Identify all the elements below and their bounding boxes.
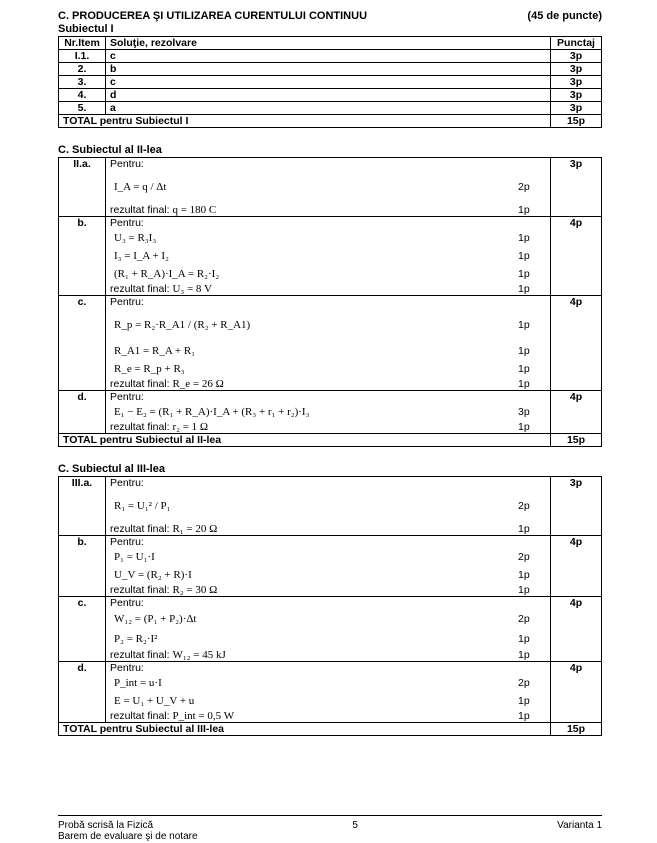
solution-cell — [106, 217, 551, 296]
step-points: 1p — [518, 250, 530, 262]
pentru-label: Pentru: — [110, 477, 144, 489]
item-points: 4p — [551, 536, 602, 597]
final-label: rezultat final: — [110, 378, 170, 390]
step-points: 1p — [518, 232, 530, 244]
item-number: II.a. — [59, 158, 106, 217]
formula: R_e = R_p + R₃ — [114, 363, 185, 375]
pentru-label: Pentru: — [110, 296, 144, 308]
formula: U₃ = R₃I₃ — [114, 232, 157, 244]
solution-cell — [106, 536, 551, 597]
final-label: rezultat final: — [110, 421, 170, 433]
final-value: q = 180 C — [172, 204, 217, 216]
formula: I_A = q / Δt — [114, 181, 167, 193]
points: 3p — [551, 102, 602, 115]
subject-3-table — [58, 476, 602, 736]
step-points: 1p — [518, 523, 530, 535]
step-points: 1p — [518, 319, 530, 331]
final-label: rezultat final: — [110, 584, 170, 596]
formula: E₁ − E₂ = (R₁ + R_A)·I_A + (R₃ + r₁ + r₂)·I₃ — [114, 406, 310, 418]
answer: b — [106, 63, 551, 76]
formula: R_p = R₂·R_A1 / (R₂ + R_A1) — [114, 319, 251, 331]
total-row — [59, 434, 602, 447]
item-points: 4p — [551, 597, 602, 662]
final-label: rezultat final: — [110, 283, 170, 295]
formula: P₂ = R₂·I² — [114, 633, 158, 645]
final-value: R₁ = 20 Ω — [172, 523, 218, 535]
item-row-3c — [59, 597, 602, 662]
step-points: 1p — [518, 268, 530, 280]
step-points: 2p — [518, 613, 530, 625]
step-points: 1p — [518, 378, 530, 390]
step-points: 1p — [518, 283, 530, 295]
final-label: rezultat final: — [110, 649, 170, 661]
total-points: 15p — [551, 434, 602, 447]
step-points: 1p — [518, 421, 530, 433]
item-number: b. — [59, 217, 106, 296]
answer: a — [106, 102, 551, 115]
pentru-label: Pentru: — [110, 662, 144, 674]
total-row — [59, 115, 602, 128]
step-points: 1p — [518, 569, 530, 581]
total-label: TOTAL pentru Subiectul al III-lea — [59, 723, 551, 736]
total-points: 15p — [551, 723, 602, 736]
solution-cell — [106, 296, 551, 391]
item-points: 3p — [551, 158, 602, 217]
answer: d — [106, 89, 551, 102]
footer-left: Probă scrisă la Fizică — [58, 820, 154, 831]
table-row — [59, 76, 602, 89]
final-label: rezultat final: — [110, 204, 170, 216]
pentru-label: Pentru: — [110, 597, 144, 609]
item-row-2c — [59, 296, 602, 391]
item-row-2b — [59, 217, 602, 296]
step-points: 3p — [518, 406, 530, 418]
table-header-row — [59, 37, 602, 50]
solution-cell — [106, 391, 551, 434]
formula: P_int = u·I — [114, 677, 162, 689]
total-label: TOTAL pentru Subiectul al II-lea — [59, 434, 551, 447]
footer-right: Varianta 1 — [557, 820, 602, 831]
points: 3p — [551, 89, 602, 102]
item-number: III.a. — [59, 477, 106, 536]
step-points: 2p — [518, 181, 530, 193]
item-number: 2. — [59, 63, 106, 76]
section-title: C. PRODUCEREA ŞI UTILIZAREA CURENTULUI CONTINUU — [58, 10, 368, 22]
total-label: TOTAL pentru Subiectul I — [59, 115, 551, 128]
final-label: rezultat final: — [110, 523, 170, 535]
item-number: 4. — [59, 89, 106, 102]
step-points: 1p — [518, 345, 530, 357]
solution-cell — [106, 597, 551, 662]
formula: P₁ = U₁·I — [114, 551, 155, 563]
section-header — [58, 10, 602, 23]
final-value: R₂ = 30 Ω — [172, 584, 218, 596]
col-solution: Soluţie, rezolvare — [106, 37, 551, 50]
footer-left-2: Barem de evaluare şi de notare — [58, 831, 198, 842]
points: 3p — [551, 50, 602, 63]
answer: c — [106, 50, 551, 63]
item-row-2a — [59, 158, 602, 217]
item-points: 4p — [551, 391, 602, 434]
subject-2-table — [58, 157, 602, 447]
formula: I₃ = I_A + I₂ — [114, 250, 169, 262]
step-points: 1p — [518, 710, 530, 722]
subject-3-title: C. Subiectul al III-lea — [58, 463, 165, 475]
table-row — [59, 63, 602, 76]
item-points: 4p — [551, 217, 602, 296]
step-points: 2p — [518, 677, 530, 689]
formula: (R₁ + R_A)·I_A = R₂·I₂ — [114, 268, 220, 280]
final-value: r₂ = 1 Ω — [172, 421, 209, 433]
total-points: 15p — [551, 115, 602, 128]
item-row-2d — [59, 391, 602, 434]
formula: U_V = (R₂ + R)·I — [114, 569, 192, 581]
item-number: 3. — [59, 76, 106, 89]
item-number: b. — [59, 536, 106, 597]
item-number: I.1. — [59, 50, 106, 63]
table-row — [59, 89, 602, 102]
final-value: P_int = 0,5 W — [172, 710, 235, 722]
solution-cell — [106, 662, 551, 723]
formula: R_A1 = R_A + R₁ — [114, 345, 196, 357]
formula: E = U₁ + U_V + u — [114, 695, 195, 707]
page — [58, 10, 602, 736]
pentru-label: Pentru: — [110, 391, 144, 403]
subject-1-table — [58, 36, 602, 128]
final-value: W₁₂ = 45 kJ — [172, 649, 226, 661]
points: 3p — [551, 76, 602, 89]
final-label: rezultat final: — [110, 710, 170, 722]
points: 3p — [551, 63, 602, 76]
section-points: (45 de puncte) — [527, 10, 602, 22]
step-points: 1p — [518, 695, 530, 707]
step-points: 1p — [518, 363, 530, 375]
step-points: 1p — [518, 633, 530, 645]
final-value: U₃ = 8 V — [172, 283, 212, 295]
item-points: 3p — [551, 477, 602, 536]
item-row-3b — [59, 536, 602, 597]
solution-cell — [106, 477, 551, 536]
col-points: Punctaj — [551, 37, 602, 50]
footer — [58, 815, 602, 832]
item-number: c. — [59, 296, 106, 391]
step-points: 1p — [518, 649, 530, 661]
step-points: 2p — [518, 500, 530, 512]
formula: W₁₂ = (P₁ + P₂)·Δt — [114, 613, 197, 625]
formula: R₁ = U₁² / P₁ — [114, 500, 171, 512]
pentru-label: Pentru: — [110, 536, 144, 548]
item-row-3a — [59, 477, 602, 536]
table-row — [59, 102, 602, 115]
step-points: 1p — [518, 584, 530, 596]
table-row — [59, 50, 602, 63]
item-points: 4p — [551, 662, 602, 723]
item-number: d. — [59, 662, 106, 723]
step-points: 2p — [518, 551, 530, 563]
final-value: R_e = 26 Ω — [172, 378, 224, 390]
pentru-label: Pentru: — [110, 217, 144, 229]
page-number: 5 — [352, 820, 358, 831]
solution-cell — [106, 158, 551, 217]
subject-1-title: Subiectul I — [58, 23, 114, 35]
pentru-label: Pentru: — [110, 158, 144, 170]
subject-2-title: C. Subiectul al II-lea — [58, 144, 162, 156]
answer: c — [106, 76, 551, 89]
col-item: Nr.Item — [59, 37, 106, 50]
item-row-3d — [59, 662, 602, 723]
step-points: 1p — [518, 204, 530, 216]
item-points: 4p — [551, 296, 602, 391]
item-number: 5. — [59, 102, 106, 115]
total-row — [59, 723, 602, 736]
item-number: c. — [59, 597, 106, 662]
item-number: d. — [59, 391, 106, 434]
